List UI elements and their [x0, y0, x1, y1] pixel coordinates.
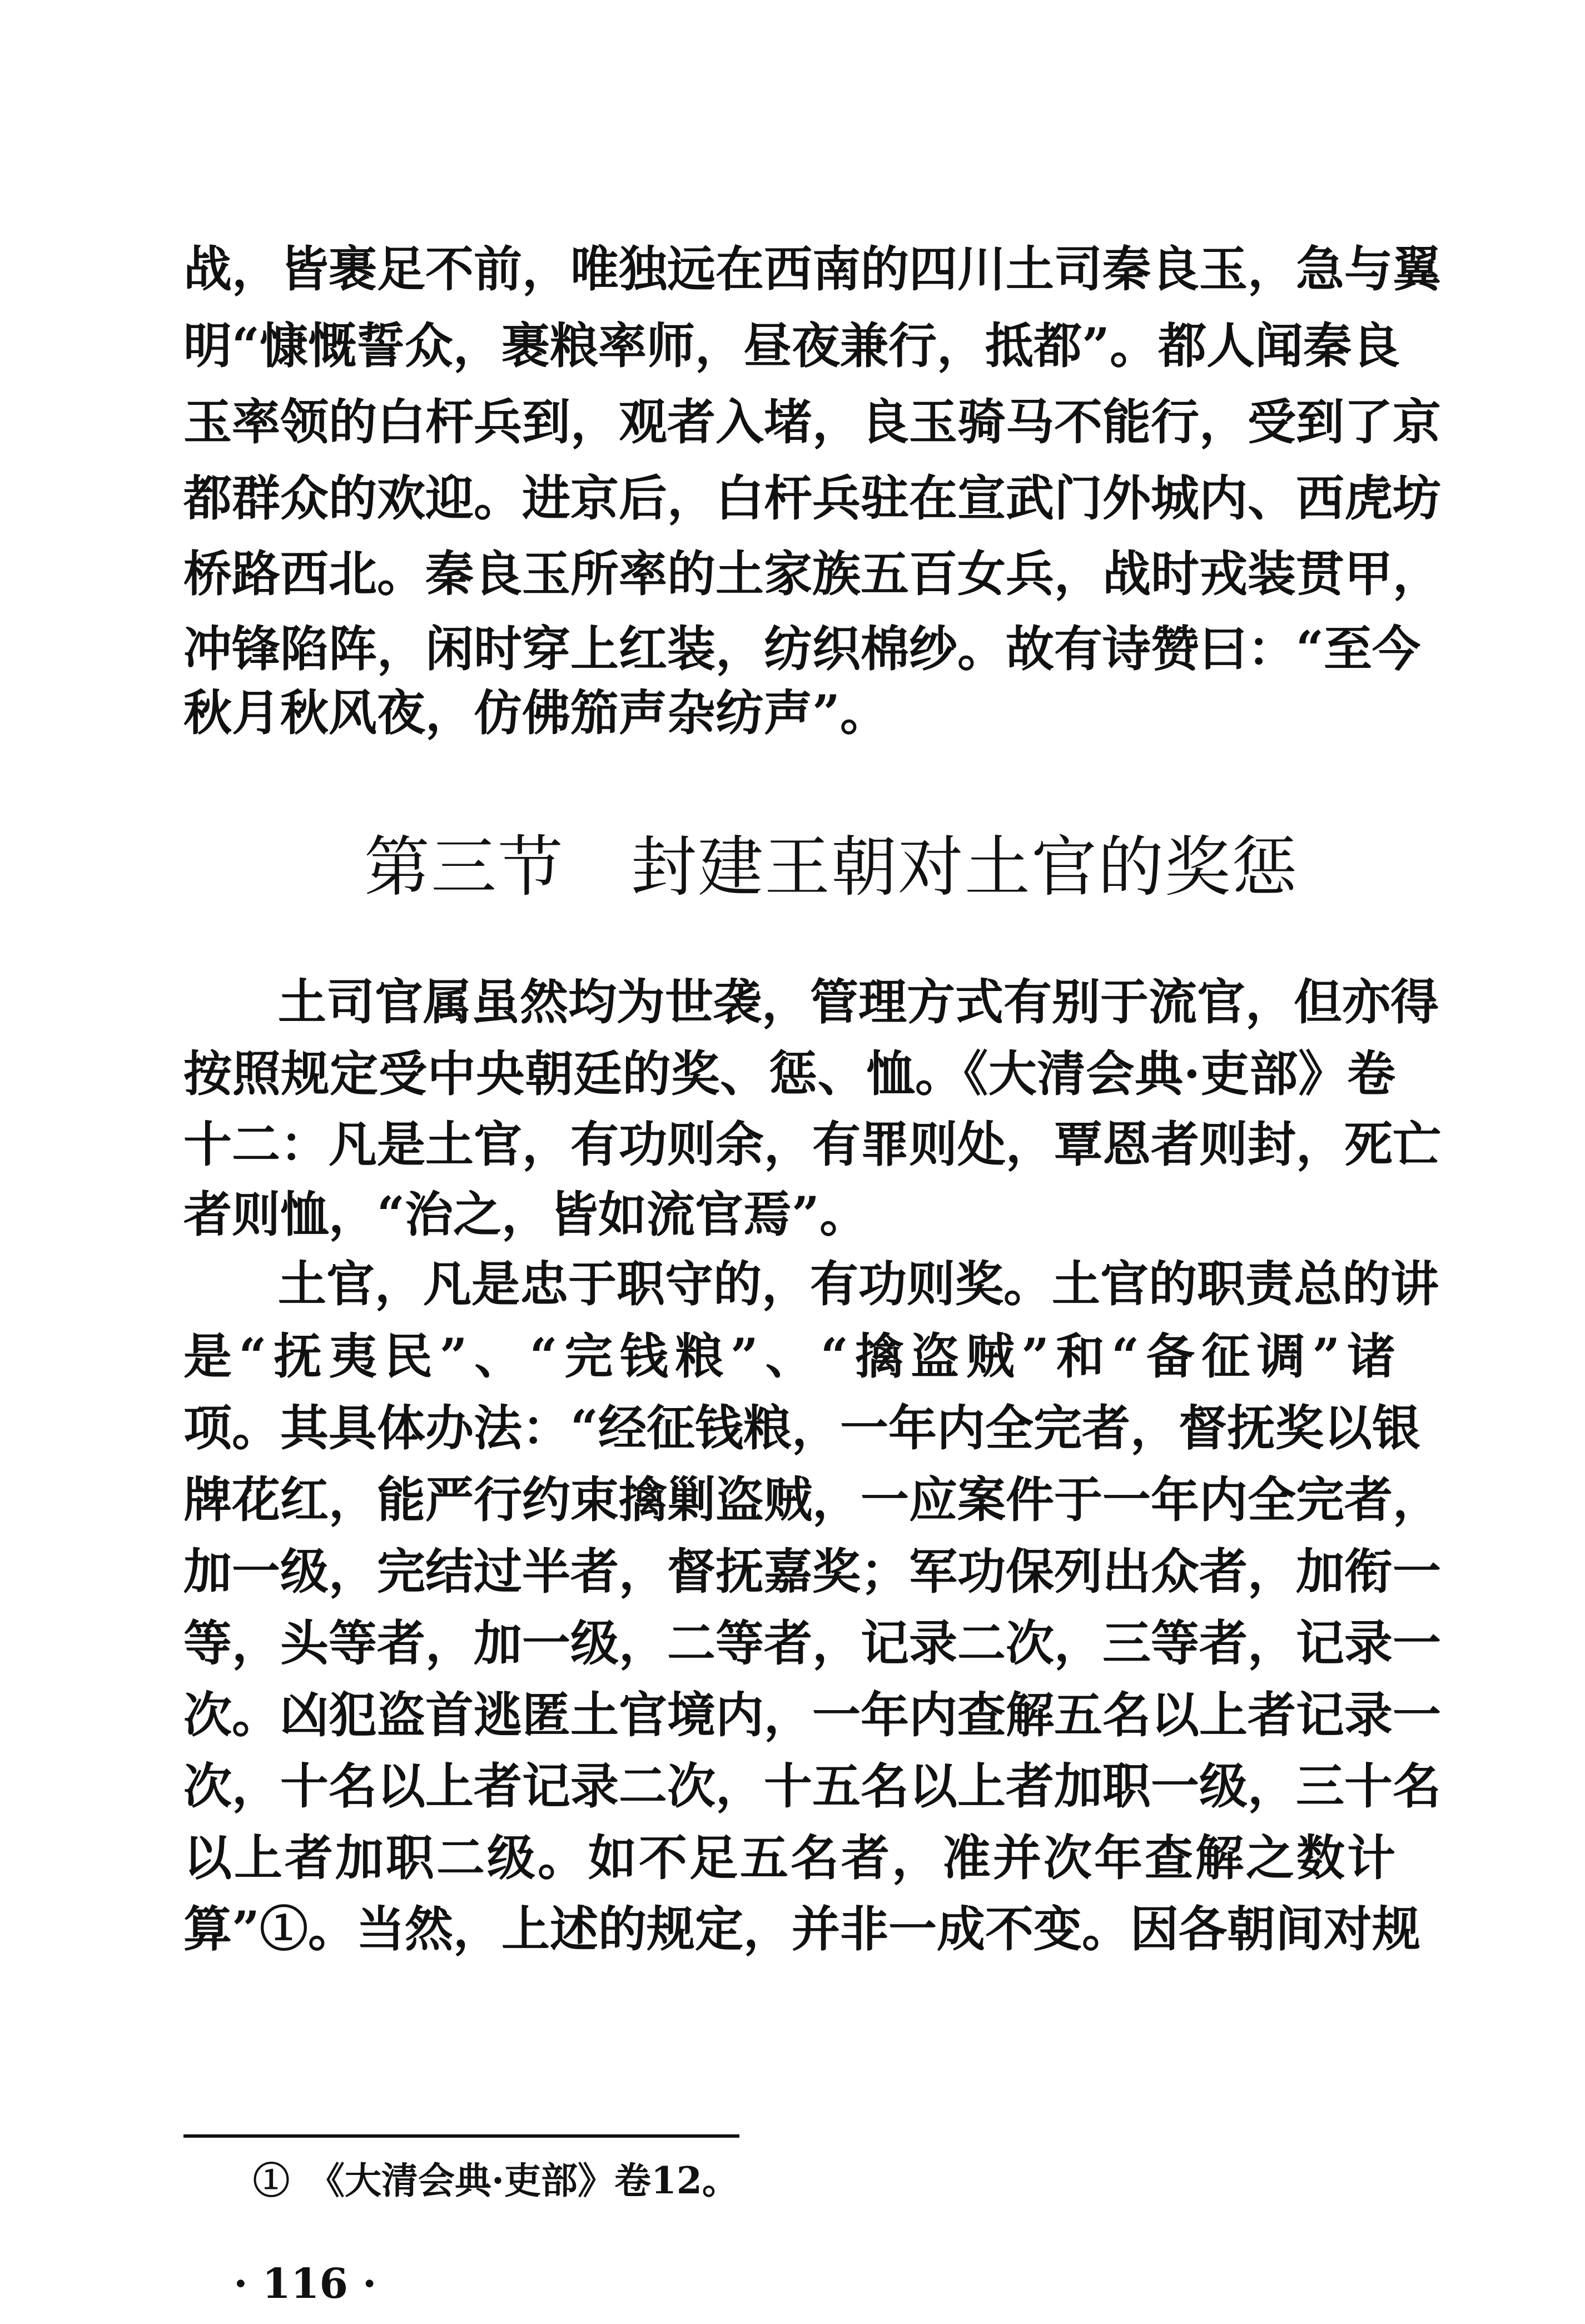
text-line: 牌花红，能严行约束擒剿盗贼，一应案件于一年内全完者， [183, 1471, 1441, 1528]
text-line: 十二：凡是土官，有功则余，有罪则处，覃恩者则封，死亡 [183, 1116, 1441, 1173]
text-line: 次，十名以上者记录二次，十五名以上者加职一级，三十名 [183, 1757, 1441, 1815]
text-line: 按照规定受中央朝廷的奖、惩、恤。《大清会典·吏部》卷 [183, 1045, 1395, 1102]
text-line: 次。凶犯盗首逃匿土官境内，一年内查解五名以上者记录一 [183, 1686, 1441, 1743]
footnote: ① 《大清会典·吏部》卷12。 [253, 2159, 739, 2202]
text-line: 土司官属虽然均为世袭，管理方式有别于流官，但亦得 [278, 973, 1439, 1030]
text-line: 明“慷慨誓众，裹粮率师，昼夜兼行，抵都”。都人闻秦良 [183, 317, 1400, 374]
text-line: 是“抚夷民”、“完钱粮”、“擒盗贼”和“备征调”诸 [183, 1327, 1395, 1385]
section-heading: 第三节 封建王朝对土官的奖惩 [364, 829, 1299, 905]
text-line: 都群众的欢迎。进京后，白杆兵驻在宣武门外城内、西虎坊 [183, 469, 1441, 527]
text-line: 等，头等者，加一级，二等者，记录二次，三等者，记录一 [183, 1614, 1441, 1672]
text-line: 秋月秋风夜，仿佛笳声杂纺声”。 [183, 684, 889, 741]
page-number: · 116 · [233, 2260, 377, 2308]
footnote-divider [183, 2134, 739, 2138]
text-line: 加一级，完结过半者，督抚嘉奖；军功保列出众者，加衔一 [183, 1543, 1441, 1600]
text-line: 战，皆裹足不前，唯独远在西南的四川土司秦良玉，急与翼 [183, 240, 1441, 298]
text-line: 以上者加职二级。如不足五名者，准并次年查解之数计 [183, 1829, 1395, 1886]
text-line: 者则恤，“治之，皆如流官焉”。 [183, 1186, 868, 1243]
text-line: 土官，凡是忠于职守的，有功则奖。土官的职责总的讲 [278, 1255, 1439, 1312]
text-line: 算”①。当然，上述的规定，并非一成不变。因各朝间对规 [183, 1900, 1421, 1958]
text-line: 桥路西北。秦良玉所率的土家族五百女兵，战时戎装贯甲， [183, 545, 1441, 602]
text-line: 玉率领的白杆兵到，观者入堵，良玉骑马不能行，受到了京 [183, 393, 1441, 450]
text-line: 项。其具体办法：“经征钱粮，一年内全完者，督抚奖以银 [183, 1399, 1421, 1456]
text-line: 冲锋陷阵，闲时穿上红装，纺织棉纱。故有诗赞曰：“至今 [183, 620, 1421, 677]
